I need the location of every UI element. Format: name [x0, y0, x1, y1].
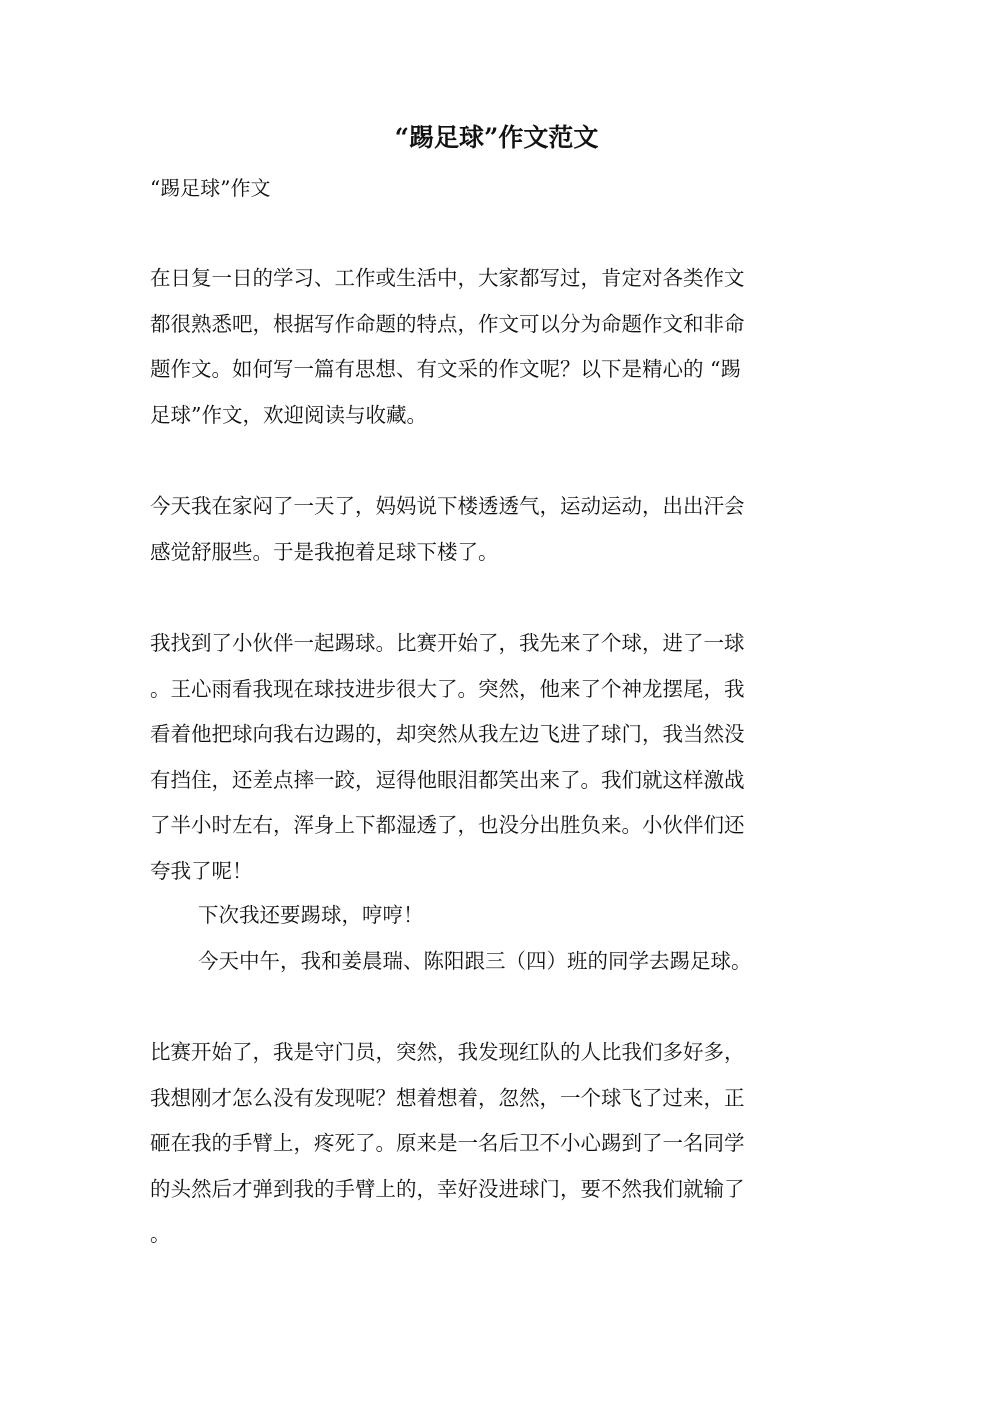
paragraph-stay-home: 今天我在家闷了一天了，妈妈说下楼透透气，运动运动，出出汗会 感觉舒服些。于是我抱着足球下楼了。: [150, 494, 745, 564]
paragraph-next-time: 下次我还要踢球，哼哼！: [198, 903, 424, 927]
paragraph-match: 我找到了小伙伴一起踢球。比赛开始了，我先来了个球，进了一球 。王心雨看我现在球技进步很大了。突然，他来了个神龙摆尾，我 看着他把球向我右边踢的，却突然从我左边飞进了球门，我当然没 有挡住，还差点摔一跤，逗得他眼泪都笑出来了。我们就这样激战 了半小时左右，浑身上下都湿透了，也没分出胜负来。小伙伴们还 夸我了呢！: [150, 631, 745, 883]
paragraph-noon: 今天中午，我和姜晨瑞、陈阳跟三（四）班的同学去踢足球。: [198, 949, 752, 973]
document-title: “踢足球”作文范文: [394, 123, 599, 152]
document-subtitle: “踢足球”作文: [150, 176, 271, 200]
paragraph-goalkeeper: 比赛开始了，我是守门员，突然，我发现红队的人比我们多好多， 我想刚才怎么没有发现呢？想着想着，忽然，一个球飞了过来，正 砸在我的手臂上，疼死了。原来是一名后卫不小心踢到了一名同学 的头然后才弹到我的手臂上的，幸好没进球门，要不然我们就输了 。: [150, 1040, 745, 1246]
paragraph-intro: 在日复一日的学习、工作或生活中，大家都写过，肯定对各类作文 都很熟悉吧，根据写作命题的特点，作文可以分为命题作文和非命 题作文。如何写一篇有思想、有文采的作文呢？以下是精心的 “踢 足球”作文，欢迎阅读与收藏。: [150, 266, 745, 427]
